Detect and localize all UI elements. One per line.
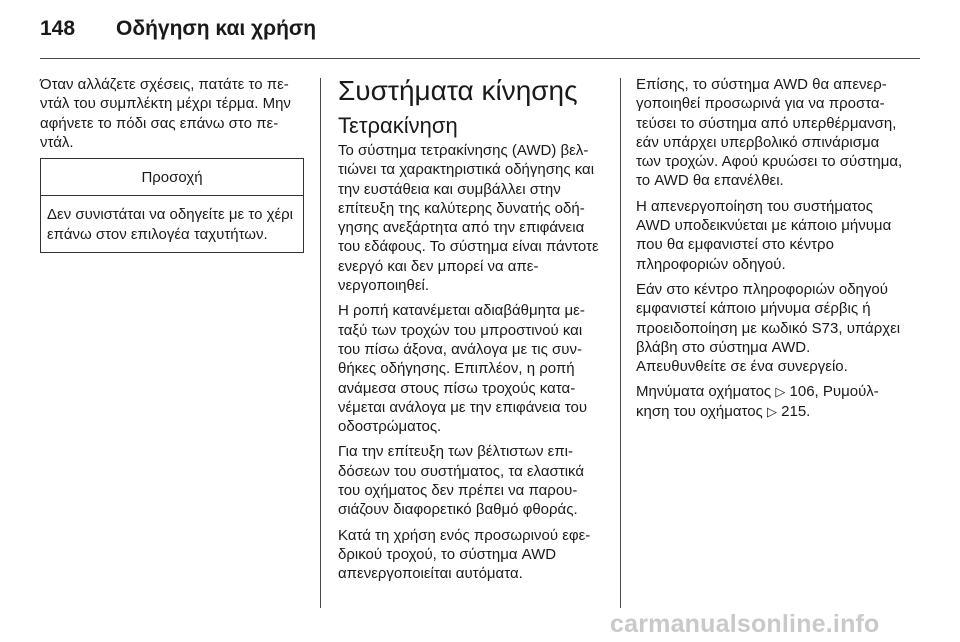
paragraph: Για την επίτευξη των βέλτιστων επιδόσεων του συστήματος, τα ελαστικά του οχήματος δεν πρέπει να παρουσιάζουν διαφορετικό βαθμό φθοράς. — [338, 443, 585, 519]
page-number: 148 — [40, 17, 76, 40]
middle-column — [338, 75, 606, 590]
paragraph: Η ροπή κατανέμεται αδιαβάθμητα μεταξύ των τροχών του μπροστινού και του πίσω άξονα, ανάλογα με τις συνθήκες οδήγησης. Επιπλέον, η ροπή ανάμεσα στους πίσω τροχούς κατανέμεται ανάλογα με την επιφάνεια του οδοστρώματος. — [338, 302, 588, 436]
page-header — [40, 14, 316, 44]
right-column — [636, 75, 904, 427]
caution-title: Προσοχή — [41, 159, 303, 196]
caution-body: Δεν συνιστάται να οδηγείτε με το χέρι επάνω στον επιλογέα ταχυτήτων. — [47, 206, 294, 243]
ref-text-1: Μηνύματα οχήματος — [636, 383, 772, 401]
paragraph: Η απενεργοποίηση του συστήματος AWD υποδεικνύεται με κάποιο μήνυμα που θα εμφανιστεί στο κέντρο πληροφοριών οδηγού. — [636, 197, 892, 273]
page-ref-arrow-icon: ▷ — [766, 403, 777, 419]
chapter-title: Οδήγηση και χρήση — [116, 17, 317, 40]
section-subtitle: Τετρακίνηση — [338, 113, 458, 138]
intro-paragraph: Όταν αλλάζετε σχέσεις, πατάτε το πεντάλ του συμπλέκτη μέχρι τέρμα. Μην αφήνετε το πόδι σας επάνω στο πεντάλ. — [40, 76, 291, 151]
paragraph: Το σύστημα τετρακίνησης (AWD) βελτιώνει τα χαρακτηριστικά οδήγησης και την ευστάθεια και συμβάλλει στην επίτευξη της καλύτερης δυνατής οδήγησης ανεξάρτητα από την επιφάνεια του εδάφους. Το σύστημα είναι πάντοτε ενεργό και δεν μπορεί να απενεργοποιηθεί. — [338, 142, 599, 295]
caution-box — [40, 158, 304, 253]
column-divider-1 — [320, 78, 321, 608]
header-divider — [40, 58, 920, 59]
paragraph: Εάν στο κέντρο πληροφοριών οδηγού εμφανιστεί κάποιο μήνυμα σέρβις ή προειδοποίηση με κωδικό S73, υπάρχει βλάβη στο σύστημα AWD. Απευθυνθείτε σε ένα συνεργείο. — [636, 280, 901, 376]
section-title: Συστήματα κίνησης — [338, 75, 578, 106]
paragraph: Κατά τη χρήση ενός προσωρινού εφεδρικού τροχού, το σύστημα AWD απενεργοποιείται αυτόματα. — [338, 526, 591, 583]
ref-end: . — [806, 402, 811, 420]
watermark: carmanualsonline.info — [610, 610, 880, 638]
cross-reference-paragraph — [636, 382, 904, 421]
ref-page-1[interactable]: 106 — [789, 383, 815, 401]
page-ref-arrow-icon: ▷ — [775, 384, 786, 400]
paragraph: Επίσης, το σύστημα AWD θα απενεργοποιηθεί προσωρινά για να προστατεύσει το σύστημα από υπερθέρμανση, εάν υπάρχει υπερβολικό σπινάρισμα των τροχών. Αφού κρυώσει το σύστημα, το AWD θα επανέλθει. — [636, 76, 903, 190]
ref-page-2[interactable]: 215 — [781, 402, 807, 420]
ref-text-2: , Ρυμούλκηση του οχήματος — [636, 383, 879, 420]
left-column — [40, 75, 306, 253]
column-divider-2 — [620, 78, 621, 608]
